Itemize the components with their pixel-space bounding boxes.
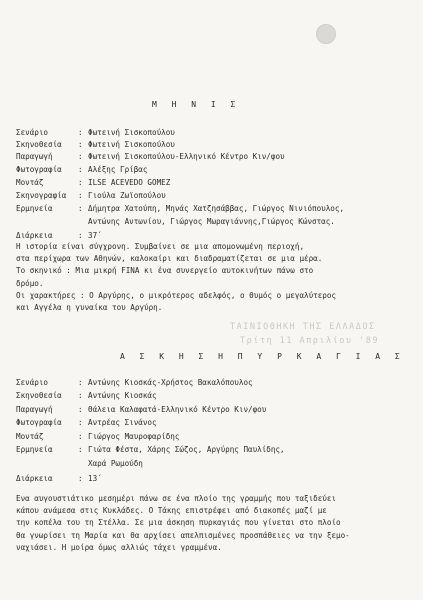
film1-credit-row: Ερμηνεία : Δήμητρα Χατούπη, Μηνάς Χατζησάββας, Γιώργος Νινιόπουλος, — [16, 204, 345, 213]
bleed-through-mark: ΤΑΙΝΙΟΘΗΚΗ ΤΗΣ ΕΛΛΑΔΟΣ — [230, 322, 376, 332]
film1-credit-row: Σκηνογραφία : Γιούλα Ζωϊοπούλου — [16, 191, 166, 200]
film2-credit-row: Διάρκεια : 13΄ — [16, 474, 102, 483]
film2-credit-row: Σενάριο : Αντώνης Κιοσκάς-Χρήστος Βακαλόπουλος — [16, 378, 253, 387]
film2-credit-row: Σκηνοθεσία : Αντώνης Κιοσκάς — [16, 391, 157, 400]
film1-credit-row: Φωτογραφία : Αλέξης Γρίβας — [16, 165, 148, 174]
film2-credit-row: Φωτογραφία : Αντρέας Σινάνος — [16, 418, 157, 427]
film2-synopsis: Ενα αυγουστιάτικο μεσημέρι πάνω σε ένα πλοίο της γραμμής που ταξιδεύει κάπου ανάμεσα στις Κυκλάδες. Ο Τάκης επιστρέφει από διακοπές μαζί με την κοπέλα του τη Στέλλα. Σε μια άσκηση πυρκαγιάς που γίνεται στο πλοίο θα γνωρίσει τη Μαρία και θα αρχίσει απελπισμένες προσπάθειες να την ξεμο- ναχιάσει. Η μοίρα όμως αλλιώς τάχει γραμμένα. — [16, 494, 350, 552]
bleed-through-mark: Τρίτη 11 Απριλίου '89 — [240, 336, 379, 346]
film2-title: Α Σ Κ Η Σ Η Π Υ Ρ Κ Α Γ Ι Α Σ — [120, 352, 405, 361]
film1-credit-row: Μοντάζ : ILSE ACEVEDO GOMEZ — [16, 178, 171, 187]
film1-title: Μ Η Ν Ι Σ — [152, 100, 241, 109]
film1-credit-row: Σενάριο : Φωτεινή Σισκοπούλου — [16, 128, 175, 137]
punch-hole — [316, 24, 336, 44]
film1-cast-continued: Αντώνης Αντωνίου, Γιώργος Μωραγιάννης,Γιώργος Κώνστας. — [88, 217, 335, 226]
film1-credit-row: Διάρκεια : 37΄ — [16, 231, 102, 240]
film1-credit-row: Σκηνοθεσία : Φωτεινή Σισκοπούλου — [16, 140, 175, 149]
film1-synopsis: Η ιστορία είναι σύγχρονη. Συμβαίνει σε μια απομονωμένη περιοχή, στα περίχωρα των Αθηνών, καλοκαίρι και διαδραματίζεται σε μια μέρα. Το σκηνικό : Μια μικρή FINA κι ένα συνεργείο αυτοκινήτων πάνω στο δρόμο. Οι χαρακτήρες : Ο Αργύρης, ο μικρότερος αδελφός, ο θυμός ο μεγαλύτερος και Αγγέλα η γυναίκα του Αργύρη. — [16, 242, 337, 313]
film2-credit-row: Μοντάζ : Γιώργος Μαυροφαρίδης — [16, 432, 180, 441]
film2-credit-row: Παραγωγή : Θάλεια Καλαφατά-Ελληνικό Κέντρο Κιν/φου — [16, 405, 267, 414]
film2-cast-continued: Χαρά Ρωμούδη — [88, 459, 143, 468]
film2-credit-row: Ερμηνεία : Γιώτα Φέστα, Χάρης Σώζος, Αργύρης Παυλίδης, — [16, 445, 285, 454]
film1-credit-row: Παραγωγή : Φωτεινή Σισκοπούλου-Ελληνικό Κέντρο Κιν/φου — [16, 152, 285, 161]
